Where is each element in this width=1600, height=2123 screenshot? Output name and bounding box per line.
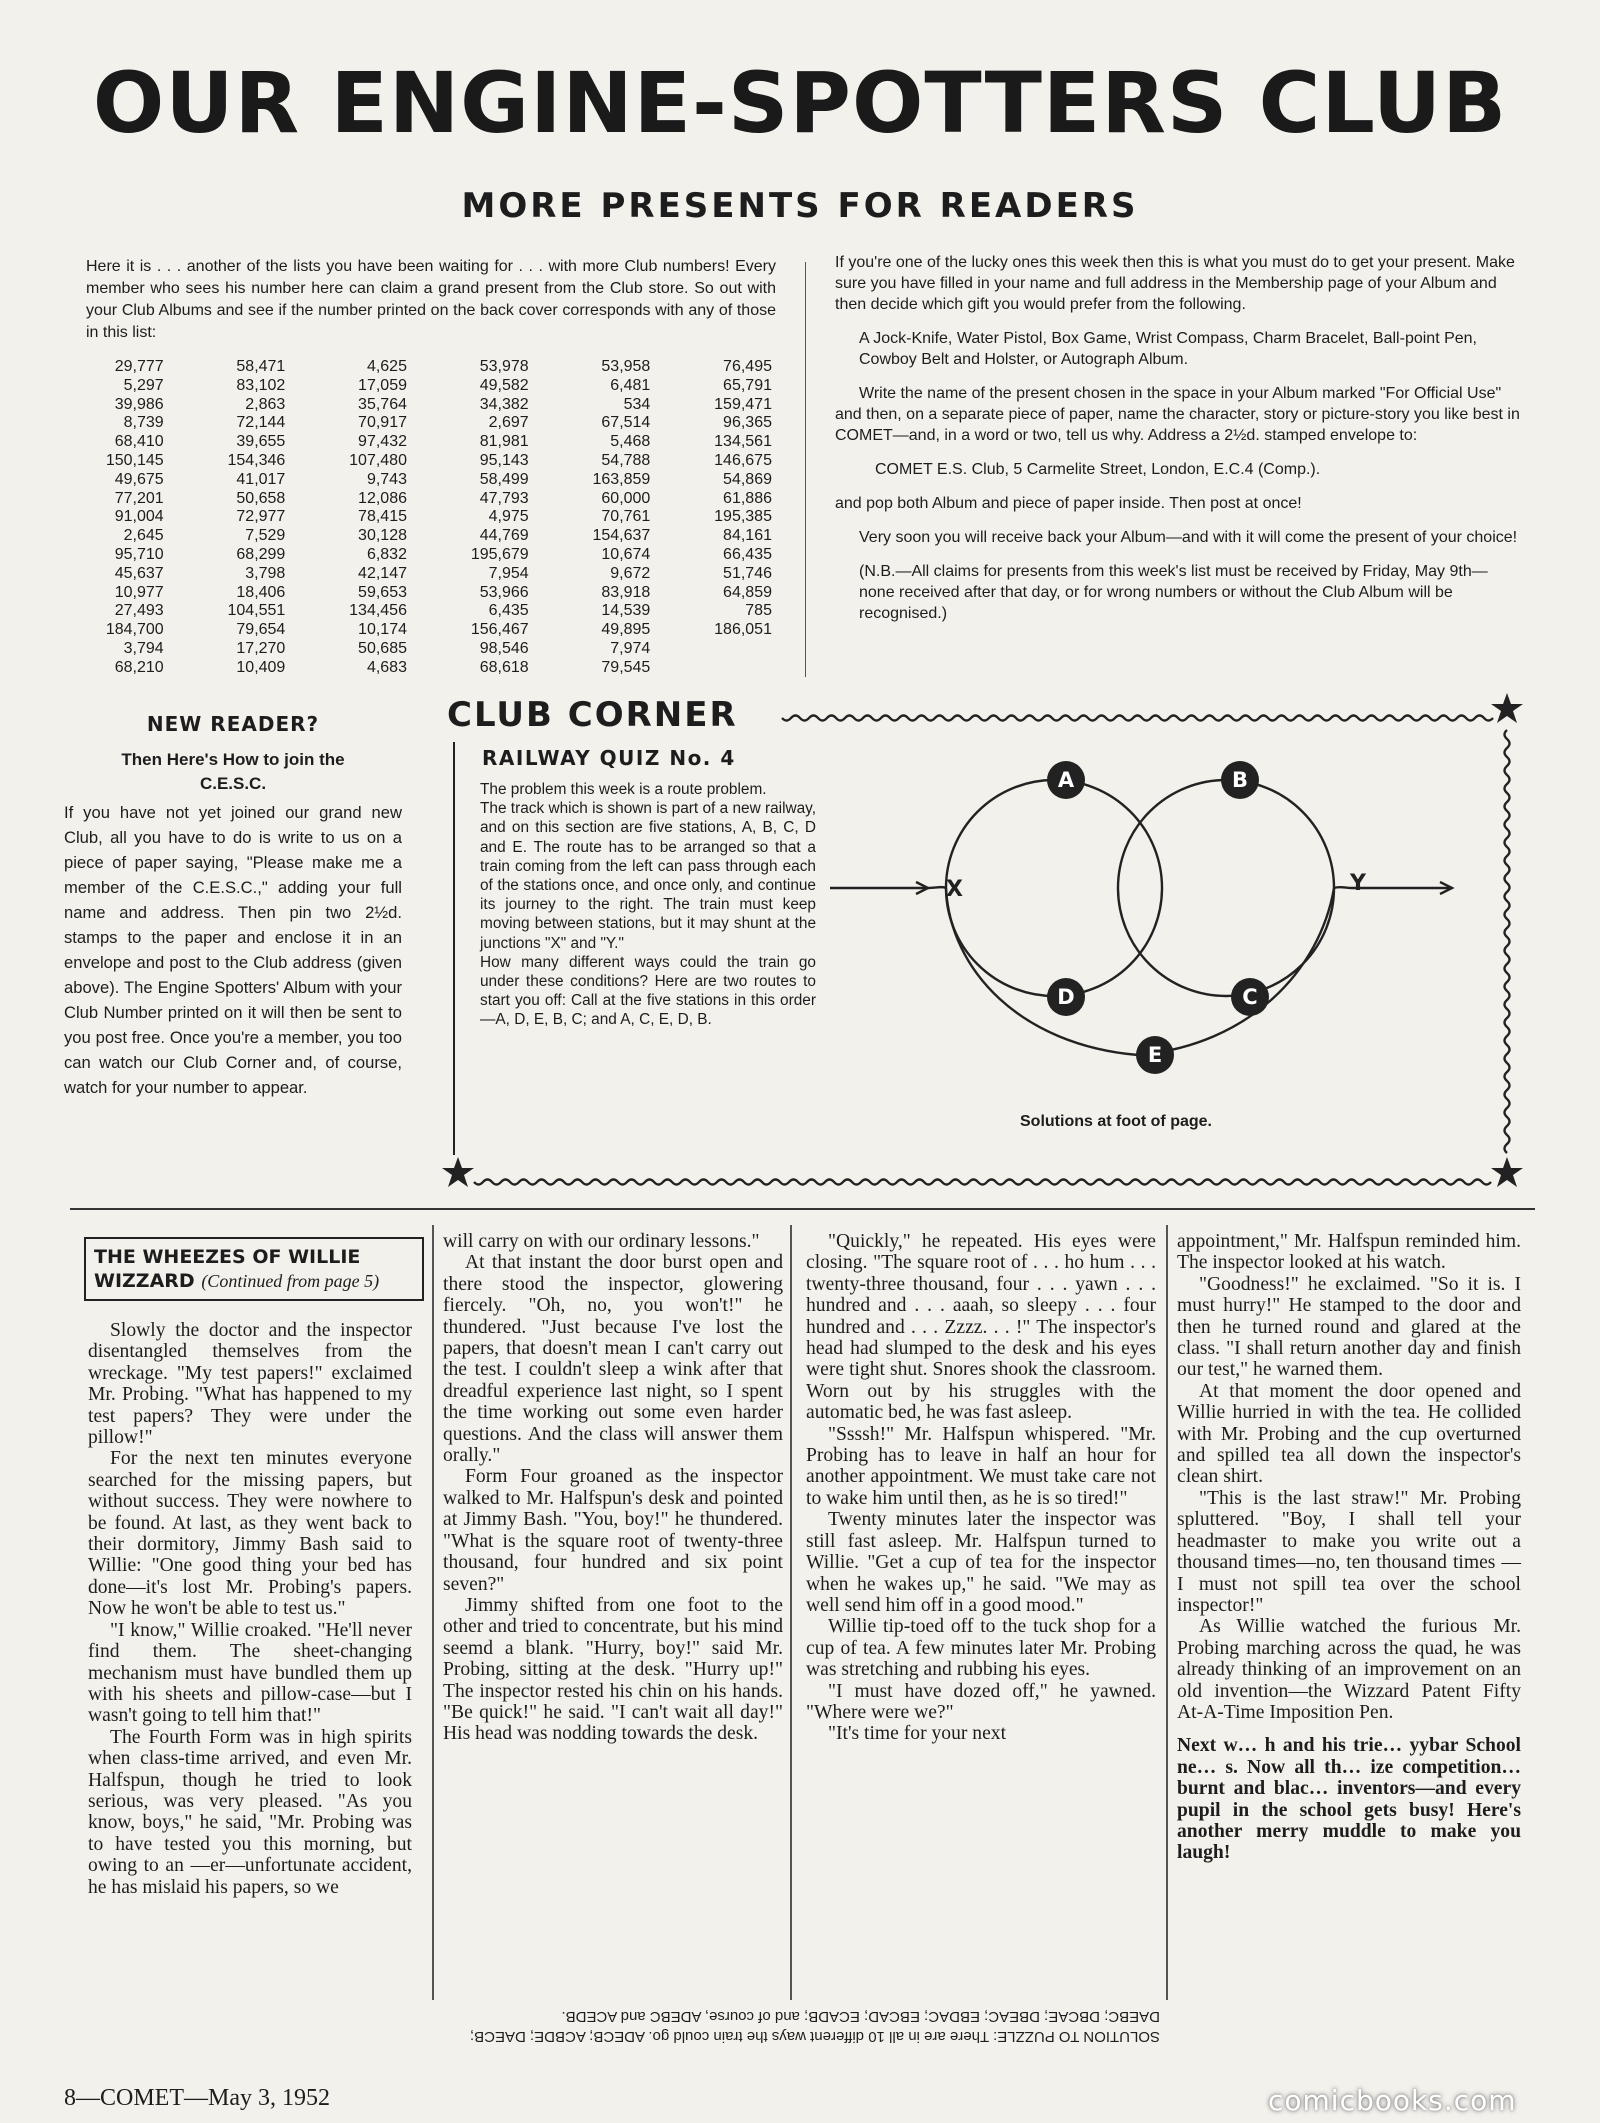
club-number: 84,161 (723, 527, 772, 545)
railway-diagram (830, 768, 1470, 1090)
junction-y-label: Y (1350, 871, 1366, 896)
club-number: 59,653 (358, 583, 407, 601)
club-corner-title: CLUB CORNER (447, 695, 738, 735)
junction-x-label: X (946, 877, 963, 902)
club-number (668, 659, 790, 678)
club-number: 184,700 (105, 621, 164, 639)
club-number: 51,746 (723, 564, 772, 582)
club-number: 79,654 (236, 621, 286, 639)
svg-text:E: E (1147, 1043, 1163, 1067)
club-number: 45,637 (114, 564, 164, 582)
club-number: 64,859 (723, 583, 772, 601)
club-number: 107,480 (349, 451, 407, 469)
club-number: 5,468 (610, 433, 651, 451)
story-para: Slowly the doctor and the inspector disentangled themselves from the wreckage. "My test papers!" exclaimed Mr. Probing. "What has happened to my test papers? They were under the pillow!" (88, 1320, 412, 1449)
story-para: Willie tip-toed off to the tuck shop for a cup of tea. A few minutes later Mr. Probing was stretching and rubbing his eyes. (806, 1616, 1156, 1681)
club-number: 163,859 (592, 470, 651, 488)
column-rule (1166, 1225, 1168, 2000)
club-number: 65,791 (723, 376, 772, 394)
instructions (835, 252, 1523, 637)
club-number: 77,201 (114, 489, 164, 507)
club-number: 10,409 (236, 658, 286, 676)
story-para: At that moment the door opened and Willie hurried in with the tea. He collided with Mr. Probing and the cup overturned and spilled tea all down the inspector's clean shirt. (1177, 1380, 1521, 1488)
club-number: 61,886 (723, 489, 772, 507)
club-number: 3,794 (123, 639, 164, 657)
club-number: 35,764 (358, 395, 407, 413)
club-number: 2,697 (488, 414, 529, 432)
club-number: 159,471 (714, 395, 772, 413)
club-number: 134,561 (714, 433, 772, 451)
club-number: 534 (623, 395, 651, 413)
club-number: 146,675 (714, 451, 772, 469)
club-number: 68,410 (114, 433, 164, 451)
story-para: appointment," Mr. Halfspun reminded him. The inspector looked at his watch. (1177, 1231, 1521, 1274)
club-number: 72,144 (236, 414, 286, 432)
station-e (1136, 1036, 1174, 1074)
club-number: 70,761 (601, 508, 651, 526)
club-number: 7,954 (488, 564, 529, 582)
number-column (303, 358, 425, 678)
number-column (60, 358, 182, 678)
column-divider (805, 262, 806, 677)
club-number: 156,467 (470, 621, 529, 639)
club-number: 10,674 (601, 545, 651, 563)
station-b (1221, 761, 1259, 799)
club-number: 54,869 (723, 470, 772, 488)
instructions-p1: If you're one of the lucky ones this week then this is what you must do to get your present. Make sure you have filled in your name and full address in the Membership page of your Album and then decide which gift you would prefer from the following. (835, 254, 1515, 313)
club-number: 29,777 (114, 358, 164, 375)
club-number: 53,978 (479, 358, 529, 375)
station-d (1047, 978, 1085, 1016)
club-number: 9,672 (610, 564, 651, 582)
number-column (425, 358, 547, 678)
number-column (182, 358, 304, 678)
club-number: 58,499 (479, 470, 529, 488)
story-para: At that instant the door burst open and there stood the inspector, glowering fiercely. "Oh, no, you won't!" he thundered. "Just because I've lost the papers, that doesn't mean I can't carry out the test. I couldn't sleep a wink after that dreadful experience last night, so I spent the time working out some even harder questions. And the class will answer them orally." (443, 1252, 783, 1467)
new-reader-heading: NEW READER? (146, 712, 320, 736)
club-number: 50,685 (358, 639, 407, 657)
club-number: 10,174 (358, 621, 407, 639)
club-number: 195,679 (470, 545, 529, 563)
club-number: 58,471 (236, 358, 286, 375)
page-footer: 8—COMET—May 3, 1952 (64, 2085, 330, 2111)
star-icon (1491, 1157, 1523, 1187)
gift-list: A Jock-Knife, Water Pistol, Box Game, Wrist Compass, Charm Bracelet, Ball-point Pen, Cowboy Belt and Holster, or Autograph Album. (859, 330, 1477, 368)
svg-text:B: B (1231, 768, 1249, 792)
instructions-p3: Write the name of the present chosen in the space in your Album marked "For Official Use" and then, on a separate piece of paper, name the character, story or picture-story you like best in COMET—and, in a word or two, tell us why. Address a 2½d. stamped envelope to: (835, 385, 1520, 444)
club-number: 96,365 (723, 414, 772, 432)
story-column-3 (806, 1231, 1156, 1745)
column-rule (432, 1225, 434, 2000)
club-number: 66,435 (723, 545, 772, 563)
club-number: 785 (745, 602, 772, 620)
story-para: Form Four groaned as the inspector walked to Mr. Halfspun's desk and pointed at Jimmy Bash. "You, boy!" he thundered. "What is the square root of twenty-three thousand, four hundred and six point seven?" (443, 1466, 783, 1595)
club-number: 2,863 (245, 395, 286, 413)
club-number: 6,435 (488, 602, 529, 620)
star-icon (1491, 693, 1523, 723)
story-para: will carry on with our ordinary lessons." (443, 1231, 760, 1252)
club-address: COMET E.S. Club, 5 Carmelite Street, London, E.C.4 (Comp.). (875, 461, 1321, 478)
story-para: "Goodness!" he exclaimed. "So it is. I must hurry!" He stamped to the door and then he turned round and glared at the class. "I shall return another day and finish our test," he warned them. (1177, 1273, 1521, 1381)
story-para: The Fourth Form was in high spirits when class-time arrived, and even Mr. Halfspun, though he tried to look serious, was very pleased. "As you know, boys," he said, "Mr. Probing was to have tested you this morning, but owing to an —er—unfortunate accident, he has mislaid his papers, so we (88, 1726, 412, 1898)
story-heading-box (84, 1237, 424, 1301)
club-number: 7,529 (245, 527, 286, 545)
club-number: 49,675 (114, 470, 164, 488)
club-number: 14,539 (601, 602, 651, 620)
star-icon (442, 1157, 474, 1187)
instructions-note: (N.B.—All claims for presents from this week's list must be received by Friday, May 9th—none received after that day, or for wrong numbers or without the Club Album will be recognised.) (859, 563, 1488, 622)
club-number: 67,514 (601, 414, 651, 432)
new-reader-box (64, 712, 402, 1100)
club-number: 53,958 (601, 358, 651, 375)
club-number: 18,406 (236, 583, 286, 601)
column-rule (790, 1225, 792, 2000)
new-reader-subheading: Then Here's How to join the C.E.S.C. (121, 750, 345, 793)
club-number (668, 640, 790, 659)
club-number: 78,415 (358, 508, 407, 526)
club-number: 4,975 (488, 508, 529, 526)
club-number: 83,102 (236, 376, 286, 394)
story-continued: (Continued from page 5) (201, 1271, 380, 1291)
club-number: 10,977 (114, 583, 164, 601)
club-number: 9,743 (366, 470, 407, 488)
solutions-caption: Solutions at foot of page. (1020, 1113, 1212, 1130)
instructions-p5: and pop both Album and piece of paper inside. Then post at once! (835, 495, 1302, 512)
club-number: 195,385 (714, 508, 772, 526)
intro-text: Here it is . . . another of the lists you have been waiting for . . . with more Club numbers! Every member who sees his number here can claim a grand present from the Club store. So out with your Club Albums and see if the number printed on the back cover corresponds with any of those in this list: (86, 258, 776, 341)
club-number: 8,739 (123, 414, 164, 432)
page-subtitle: MORE PRESENTS FOR READERS (461, 186, 1139, 226)
number-column (668, 358, 790, 678)
story-para: "It's time for your next (828, 1723, 1007, 1745)
quiz-para-3: How many different ways could the train go under these conditions? Here are two routes to start you off: Call at the five stations in this order—A, D, E, B, C; and A, C, E, D, B. (480, 953, 816, 1029)
story-heading: THE WHEEZES OF WILLIE WIZZARD (94, 1246, 361, 1292)
club-number: 76,495 (723, 358, 772, 375)
story-column-2 (443, 1231, 783, 1745)
story-para: "Quickly," he repeated. His eyes were closing. "The square root of . . . ho hum . . . twenty-three thousand, four . . . yawn . . . hundred and . . . aaah, so sleepy . . . four hundred and . . . Zzzz. . . !" The inspector's head had slumped to the desk and his eyes were tight shut. Snores shook the classroom. Worn out by his struggles with the automatic bed, he was fast asleep. (806, 1231, 1156, 1424)
quiz-para-2: The track which is shown is part of a new railway, and on this section are five stations, A, B, C, D and E. The route has to be arranged so that a train coming from the left can pass through each of the stations once, and once only, and continue its journey to the right. The train must keep moving between stations, but it may shunt at the junctions "X" and "Y." (480, 800, 816, 952)
club-numbers-table (60, 358, 790, 678)
club-number: 44,769 (479, 527, 529, 545)
club-number: 60,000 (601, 489, 651, 507)
club-number: 30,128 (358, 527, 407, 545)
story-column-1 (88, 1320, 412, 1898)
club-number: 4,683 (366, 658, 407, 676)
page-title: OUR ENGINE-SPOTTERS CLUB (92, 54, 1508, 152)
club-number: 150,145 (105, 451, 164, 469)
club-number: 2,645 (123, 527, 164, 545)
club-number: 5,297 (123, 376, 164, 394)
story-ending: Next w… h and his trie… yybar School ne… s. Now all th… ize competition… burnt and blac… inventors—and every pupil in the school gets busy! Here's another merry muddle to make you laugh! (1177, 1735, 1521, 1864)
story-para: "This is the last straw!" Mr. Probing spluttered. "Boy, I shall tell your headmaster to make you write out a thousand times—no, ten thousand times —I must not spill tea over the school inspector!" (1177, 1487, 1521, 1616)
club-number: 104,551 (227, 602, 286, 620)
svg-text:C: C (1242, 985, 1258, 1009)
club-number: 34,382 (479, 395, 529, 413)
club-number: 83,918 (601, 583, 651, 601)
club-number: 98,546 (479, 639, 529, 657)
club-number: 4,625 (366, 358, 407, 375)
club-number: 49,582 (479, 376, 529, 394)
club-number: 154,637 (592, 527, 651, 545)
svg-text:D: D (1057, 985, 1075, 1009)
station-c (1231, 978, 1269, 1016)
quiz-para-1: The problem this week is a route problem. (480, 781, 767, 798)
story-column-4 (1177, 1231, 1521, 1864)
club-number: 186,051 (714, 621, 772, 639)
club-number: 79,545 (601, 658, 651, 676)
club-number: 6,832 (366, 545, 407, 563)
section-divider (70, 1208, 1535, 1210)
club-number: 70,917 (358, 414, 407, 432)
club-number: 6,481 (610, 376, 651, 394)
club-number: 95,710 (114, 545, 164, 563)
club-number: 95,143 (479, 451, 529, 469)
club-number: 68,299 (236, 545, 286, 563)
story-para: Jimmy shifted from one foot to the other and tried to concentrate, but his mind seemd a blank. "Hurry, boy!" said Mr. Probing, sitting at the desk. "Hurry up!" The inspector rested his chin on his hands. "Be quick!" he said. "I can't wait all day!" His head was nodding towards the desk. (443, 1594, 783, 1745)
club-number: 53,966 (479, 583, 529, 601)
club-number: 12,086 (358, 489, 407, 507)
instructions-p6: Very soon you will receive back your Album—and with it will come the present of your choice! (859, 529, 1518, 546)
puzzle-solution: SOLUTION TO PUZZLE: There are in all 10 different ways the train could go. ADECB; ACBDE; DAECB; DAEBC; DBCAE; DBEAC; EBDAC; EBCAD; ECADB; and of course, ADEBC and ACEDB. (469, 2008, 1160, 2045)
club-number: 27,493 (114, 602, 164, 620)
story-para: "I must have dozed off," he yawned. "Where were we?" (806, 1680, 1156, 1723)
club-number: 50,658 (236, 489, 286, 507)
club-number: 39,655 (236, 433, 286, 451)
club-number: 134,456 (349, 602, 407, 620)
club-number: 54,788 (601, 451, 651, 469)
club-number: 97,432 (358, 433, 407, 451)
club-number: 47,793 (479, 489, 529, 507)
club-number: 7,974 (610, 639, 651, 657)
club-number: 42,147 (358, 564, 407, 582)
story-para: For the next ten minutes everyone searched for the missing papers, but without success. They were nowhere to be found. At last, as they went back to their dormitory, Jimmy Bash said to Willie: "One good thing your bed has done—it's lost Mr. Probing's papers. Now he won't be able to test us." (88, 1448, 412, 1620)
story-para: Twenty minutes later the inspector was still fast asleep. Mr. Halfspun turned to Willie. "Get a cup of tea for the inspector when he wakes up," he said. "We may as well send him off in a good mood." (806, 1509, 1156, 1616)
club-number: 17,270 (236, 639, 286, 657)
club-number: 91,004 (114, 508, 164, 526)
station-a (1047, 761, 1085, 799)
club-number: 154,346 (227, 451, 286, 469)
story-para: "Ssssh!" Mr. Halfspun whispered. "Mr. Probing has to leave in half an hour for another appointment. We must take care not to wake him until then, as he is so tired!" (806, 1423, 1156, 1509)
new-reader-body: If you have not yet joined our grand new Club, all you have to do is write to us on a piece of paper saying, "Please make me a member of the C.E.S.C.," adding your full name and address. Then pin two 2½d. stamps to the paper and enclose it in an envelope and post to the Club address (given above). The Engine Spotters' Album with your Club Number printed on it will then be sent to you post free. Once you're a member, you too can watch our Club Corner and, of course, watch for your number to appear. (64, 803, 402, 1097)
club-number: 68,618 (479, 658, 529, 676)
club-number: 49,895 (601, 621, 651, 639)
story-para: "I know," Willie croaked. "He'll never find them. The sheet-changing mechanism must have bundled them up with his sheets and pillow-case—but I wasn't going to tell him that!" (88, 1619, 412, 1727)
svg-text:A: A (1057, 768, 1075, 792)
watermark: comicbooks.com (1268, 2084, 1517, 2117)
club-number: 39,986 (114, 395, 164, 413)
club-number: 68,210 (114, 658, 164, 676)
story-para: As Willie watched the furious Mr. Probing marching across the quad, he was already thinking of an improvement on an old invention—the Wizzard Patent Fifty At-A-Time Imposition Pen. (1177, 1616, 1521, 1723)
quiz-title: RAILWAY QUIZ No. 4 (482, 746, 736, 770)
club-number: 3,798 (245, 564, 286, 582)
club-number: 72,977 (236, 508, 286, 526)
club-number: 41,017 (236, 470, 286, 488)
club-number: 17,059 (358, 376, 407, 394)
club-number: 81,981 (479, 433, 529, 451)
number-column (547, 358, 669, 678)
quiz-body (480, 780, 816, 1030)
